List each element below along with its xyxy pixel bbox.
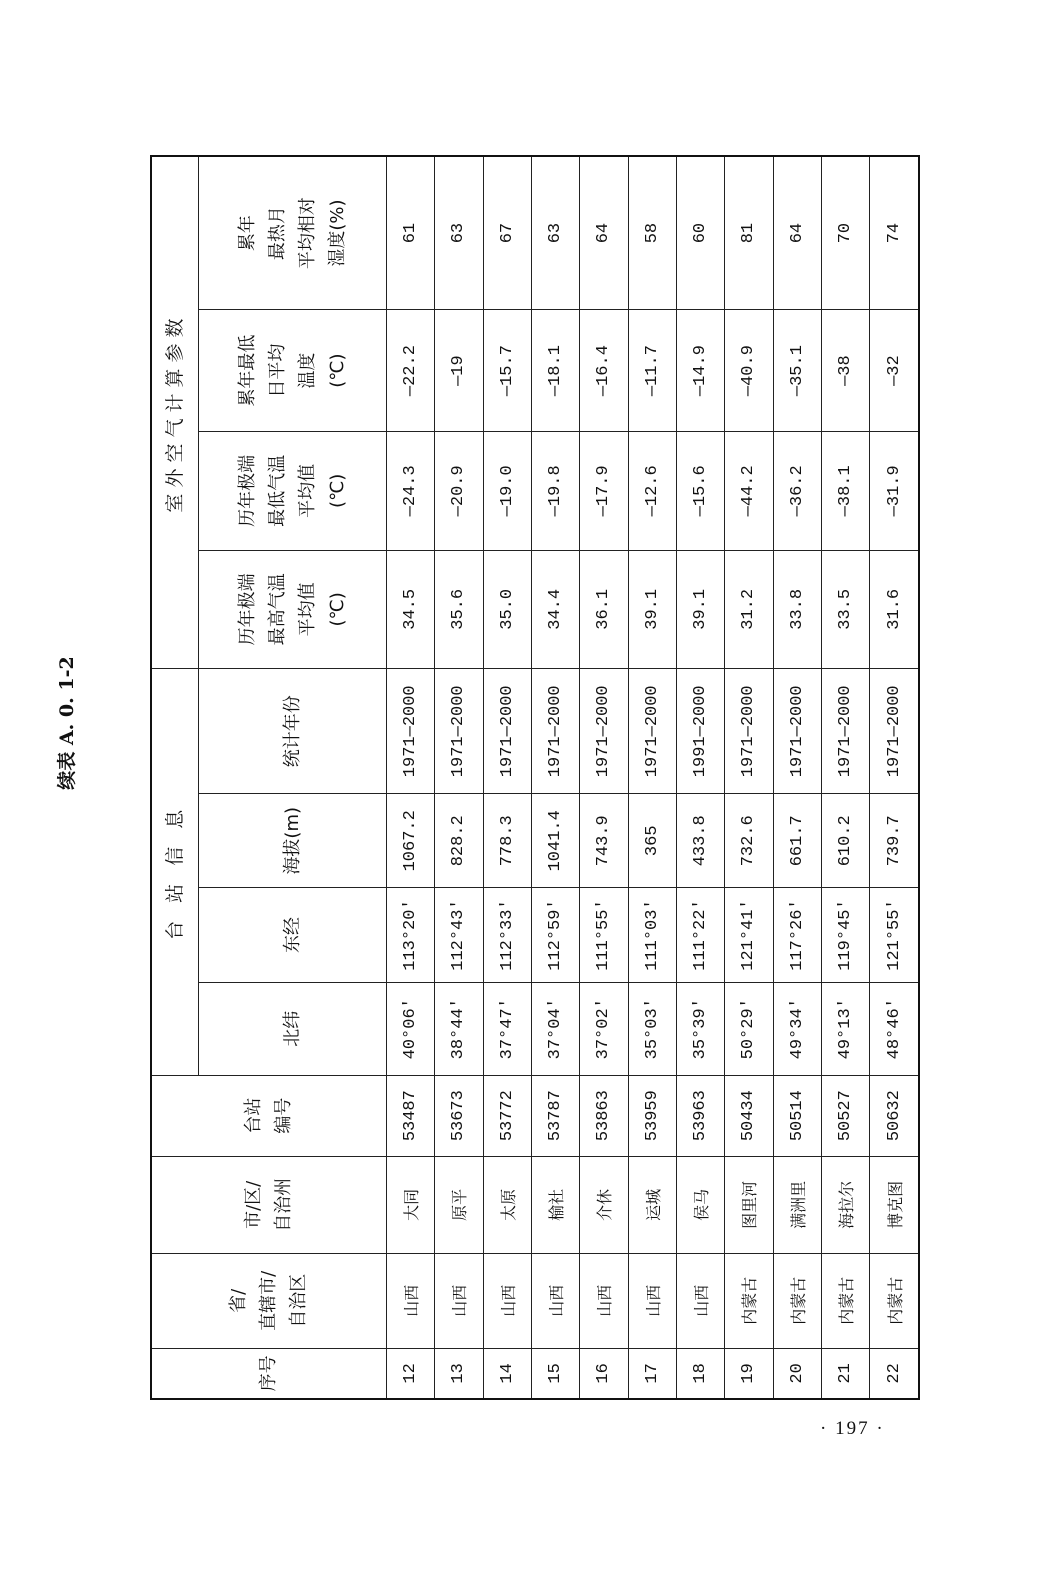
cell-humidity: 74 [870,156,919,310]
header-max-temp: 历年极端 最高气温 平均值 (℃) [199,550,387,669]
cell-humidity: 58 [628,156,676,310]
cell-altitude: 778.3 [483,794,531,888]
cell-min-daily: —40.9 [725,310,773,432]
header-station-id: 台站 编号 [151,1075,387,1156]
cell-altitude: 661.7 [773,794,821,888]
cell-city: 海拉尔 [821,1156,869,1253]
table-row [435,156,483,1399]
header-city: 市/区/ 自治州 [151,1156,387,1253]
cell-min-daily: —32 [870,310,919,432]
cell-city: 大同 [387,1156,435,1253]
cell-min-temp: —19.0 [483,432,531,551]
climate-table [150,155,920,1400]
cell-min-daily: —18.1 [531,310,579,432]
cell-years: 1971—2000 [531,669,579,794]
header-lat: 北纬 [199,982,387,1075]
cell-lon: 113°20′ [387,888,435,983]
cell-city: 太原 [483,1156,531,1253]
cell-station-id: 53772 [483,1075,531,1156]
cell-province: 山西 [435,1253,483,1348]
cell-min-daily: —11.7 [628,310,676,432]
cell-altitude: 433.8 [676,794,724,888]
cell-station-id: 50527 [821,1075,869,1156]
cell-min-daily: —14.9 [676,310,724,432]
cell-max-temp: 34.5 [387,550,435,669]
cell-min-daily: —38 [821,310,869,432]
cell-city: 原平 [435,1156,483,1253]
cell-max-temp: 31.2 [725,550,773,669]
cell-station-id: 53863 [580,1075,628,1156]
cell-min-temp: —38.1 [821,432,869,551]
cell-seq: 14 [483,1348,531,1399]
cell-max-temp: 31.6 [870,550,919,669]
cell-altitude: 732.6 [725,794,773,888]
cell-min-daily: —19 [435,310,483,432]
header-station-info: 台 站 信 息 [151,669,199,1075]
cell-lon: 121°55′ [870,888,919,983]
cell-station-id: 53959 [628,1075,676,1156]
table-container [150,155,920,1400]
cell-max-temp: 36.1 [580,550,628,669]
cell-lat: 40°06′ [387,982,435,1075]
cell-altitude: 1067.2 [387,794,435,888]
table-row [580,156,628,1399]
header-seq: 序号 [151,1348,387,1399]
table-row [483,156,531,1399]
cell-seq: 19 [725,1348,773,1399]
cell-max-temp: 33.8 [773,550,821,669]
cell-humidity: 64 [773,156,821,310]
cell-min-temp: —31.9 [870,432,919,551]
cell-lat: 49°13′ [821,982,869,1075]
cell-seq: 21 [821,1348,869,1399]
cell-min-daily: —22.2 [387,310,435,432]
cell-lon: 111°22′ [676,888,724,983]
cell-max-temp: 39.1 [676,550,724,669]
cell-humidity: 70 [821,156,869,310]
cell-humidity: 64 [580,156,628,310]
cell-lat: 37°47′ [483,982,531,1075]
cell-humidity: 81 [725,156,773,310]
cell-max-temp: 35.0 [483,550,531,669]
header-min-temp: 历年极端 最低气温 平均值 (℃) [199,432,387,551]
cell-city: 满洲里 [773,1156,821,1253]
header-province: 省/ 直辖市/ 自治区 [151,1253,387,1348]
cell-lat: 49°34′ [773,982,821,1075]
cell-station-id: 50514 [773,1075,821,1156]
cell-years: 1971—2000 [725,669,773,794]
cell-years: 1971—2000 [821,669,869,794]
cell-province: 山西 [676,1253,724,1348]
cell-min-daily: —16.4 [580,310,628,432]
cell-altitude: 1041.4 [531,794,579,888]
cell-min-daily: —15.7 [483,310,531,432]
cell-lat: 35°39′ [676,982,724,1075]
header-altitude: 海拔(m) [199,794,387,888]
header-min-daily: 累年最低 日平均 温度 (℃) [199,310,387,432]
table-row [773,156,821,1399]
cell-humidity: 67 [483,156,531,310]
cell-province: 山西 [483,1253,531,1348]
cell-province: 内蒙古 [821,1253,869,1348]
cell-station-id: 50434 [725,1075,773,1156]
cell-humidity: 63 [531,156,579,310]
cell-altitude: 828.2 [435,794,483,888]
cell-seq: 22 [870,1348,919,1399]
cell-years: 1971—2000 [773,669,821,794]
cell-max-temp: 39.1 [628,550,676,669]
cell-altitude: 365 [628,794,676,888]
cell-years: 1971—2000 [580,669,628,794]
cell-seq: 17 [628,1348,676,1399]
cell-lat: 37°04′ [531,982,579,1075]
cell-seq: 15 [531,1348,579,1399]
cell-lat: 50°29′ [725,982,773,1075]
cell-min-temp: —12.6 [628,432,676,551]
cell-altitude: 743.9 [580,794,628,888]
cell-lon: 121°41′ [725,888,773,983]
cell-years: 1971—2000 [483,669,531,794]
cell-lat: 38°44′ [435,982,483,1075]
header-years: 统计年份 [199,669,387,794]
cell-city: 图里河 [725,1156,773,1253]
cell-province: 山西 [387,1253,435,1348]
cell-years: 1971—2000 [628,669,676,794]
cell-min-temp: —24.3 [387,432,435,551]
cell-years: 1991—2000 [676,669,724,794]
table-row [531,156,579,1399]
cell-province: 内蒙古 [773,1253,821,1348]
cell-province: 内蒙古 [725,1253,773,1348]
cell-city: 运城 [628,1156,676,1253]
cell-min-temp: —36.2 [773,432,821,551]
cell-seq: 13 [435,1348,483,1399]
cell-city: 介休 [580,1156,628,1253]
cell-altitude: 610.2 [821,794,869,888]
cell-years: 1971—2000 [435,669,483,794]
cell-years: 1971—2000 [870,669,919,794]
cell-min-temp: —44.2 [725,432,773,551]
page-number: · 197 · [820,1418,885,1439]
table-body [387,156,920,1399]
table-row [676,156,724,1399]
table-row [725,156,773,1399]
cell-altitude: 739.7 [870,794,919,888]
table-row [870,156,919,1399]
cell-province: 内蒙古 [870,1253,919,1348]
cell-seq: 18 [676,1348,724,1399]
cell-lat: 48°46′ [870,982,919,1075]
cell-station-id: 53787 [531,1075,579,1156]
cell-lon: 117°26′ [773,888,821,983]
cell-lat: 35°03′ [628,982,676,1075]
cell-lon: 112°33′ [483,888,531,983]
cell-station-id: 53963 [676,1075,724,1156]
cell-seq: 20 [773,1348,821,1399]
cell-min-temp: —19.8 [531,432,579,551]
cell-min-temp: —17.9 [580,432,628,551]
cell-province: 山西 [580,1253,628,1348]
cell-humidity: 61 [387,156,435,310]
cell-lon: 111°03′ [628,888,676,983]
cell-city: 榆社 [531,1156,579,1253]
table-title: 续表 A. 0. 1-2 [56,656,78,790]
cell-station-id: 53487 [387,1075,435,1156]
cell-lat: 37°02′ [580,982,628,1075]
cell-max-temp: 34.4 [531,550,579,669]
header-outdoor-params: 室外空气计算参数 [151,156,199,669]
cell-humidity: 60 [676,156,724,310]
cell-min-temp: —20.9 [435,432,483,551]
cell-station-id: 53673 [435,1075,483,1156]
cell-province: 山西 [531,1253,579,1348]
cell-city: 博克图 [870,1156,919,1253]
cell-city: 侯马 [676,1156,724,1253]
cell-min-temp: —15.6 [676,432,724,551]
table-row [387,156,435,1399]
cell-years: 1971—2000 [387,669,435,794]
header-lon: 东经 [199,888,387,983]
table-row [628,156,676,1399]
cell-max-temp: 33.5 [821,550,869,669]
cell-max-temp: 35.6 [435,550,483,669]
cell-province: 山西 [628,1253,676,1348]
cell-lon: 112°59′ [531,888,579,983]
cell-seq: 16 [580,1348,628,1399]
cell-humidity: 63 [435,156,483,310]
cell-station-id: 50632 [870,1075,919,1156]
header-humidity: 累年 最热月 平均相对 湿度(%) [199,156,387,310]
cell-lon: 112°43′ [435,888,483,983]
cell-seq: 12 [387,1348,435,1399]
cell-lon: 111°55′ [580,888,628,983]
table-row [821,156,869,1399]
cell-lon: 119°45′ [821,888,869,983]
cell-min-daily: —35.1 [773,310,821,432]
